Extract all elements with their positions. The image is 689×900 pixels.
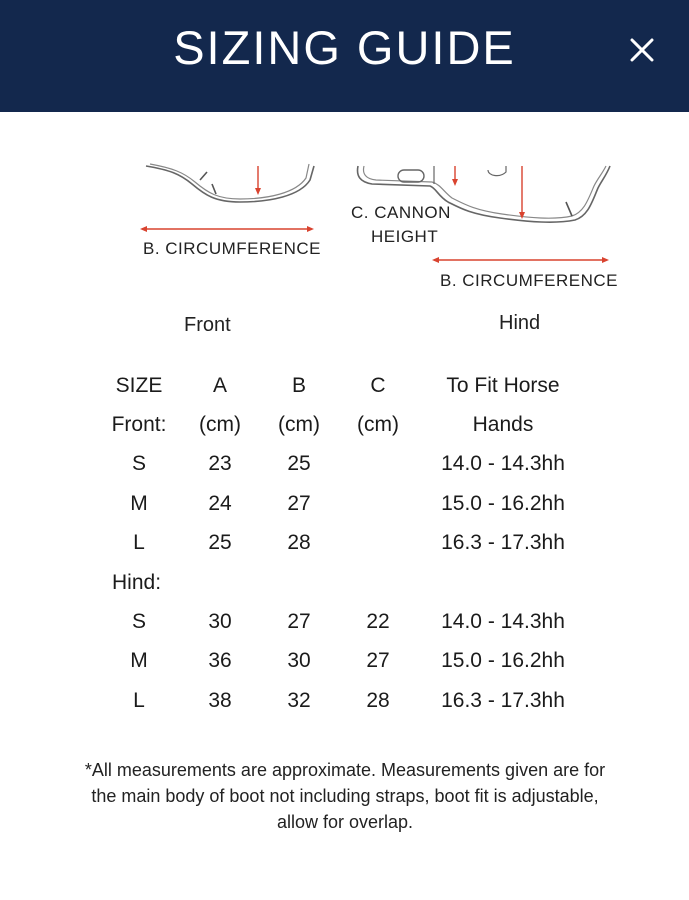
table-row — [98, 602, 588, 641]
front-column-label: Front — [184, 314, 231, 336]
fit-cell: 14.0 - 14.3hh — [441, 610, 565, 634]
table-row — [98, 642, 588, 681]
header-a-unit: (cm) — [199, 413, 241, 437]
a-cell: 38 — [208, 688, 232, 712]
footnote-line: allow for overlap. — [276, 812, 414, 832]
close-icon[interactable] — [620, 28, 664, 72]
footnote-line: *All measurements are approximate. Measurements given are for — [84, 760, 606, 780]
header-b-unit: (cm) — [278, 413, 320, 437]
table-section-row — [98, 563, 588, 602]
c-cell: 28 — [366, 688, 390, 712]
c-cell — [338, 445, 418, 484]
b-cell: 25 — [287, 452, 311, 476]
size-cell: S — [131, 610, 146, 634]
c-cell: 27 — [366, 649, 390, 673]
table-row — [98, 484, 588, 523]
cannon-height-label-line1: C. CANNON — [351, 203, 451, 222]
size-cell: L — [133, 688, 145, 712]
hind-column-label: Hind — [499, 312, 541, 334]
footnote-line: the main body of boot not including straps, boot fit is adjustable, — [91, 786, 599, 806]
b-cell: 32 — [287, 688, 311, 712]
fit-cell: 15.0 - 16.2hh — [441, 491, 565, 515]
close-button[interactable] — [620, 28, 664, 72]
a-cell: 24 — [208, 491, 232, 515]
table-header-row — [98, 366, 588, 405]
size-cell: L — [133, 531, 145, 555]
boot-diagram — [0, 150, 689, 300]
footnote — [50, 757, 640, 835]
header-c-unit: (cm) — [357, 413, 399, 437]
b-cell: 30 — [287, 649, 311, 673]
table-row — [98, 445, 588, 484]
size-cell: S — [131, 452, 146, 476]
cannon-height-label-line2: HEIGHT — [371, 227, 439, 246]
a-cell: 25 — [208, 531, 232, 555]
hind-circumference-label: B. CIRCUMFERENCE — [440, 271, 619, 290]
size-cell: M — [130, 491, 148, 515]
table-row — [98, 524, 588, 563]
c-cell: 22 — [366, 610, 390, 634]
fit-cell: 14.0 - 14.3hh — [441, 452, 565, 476]
a-cell: 36 — [208, 649, 232, 673]
b-cell: 27 — [287, 491, 311, 515]
front-section-label: Front: — [111, 413, 167, 437]
a-cell: 30 — [208, 610, 232, 634]
header-bar — [0, 0, 689, 112]
size-cell: M — [130, 649, 148, 673]
header-b: B — [291, 373, 306, 397]
size-table — [98, 366, 588, 721]
a-cell: 23 — [208, 452, 232, 476]
header-c: C — [370, 373, 386, 397]
table-row — [98, 681, 588, 720]
b-cell: 27 — [287, 610, 311, 634]
c-cell — [338, 524, 418, 563]
front-circumference-label: B. CIRCUMFERENCE — [143, 239, 322, 258]
fit-cell: 16.3 - 17.3hh — [441, 531, 565, 555]
fit-cell: 15.0 - 16.2hh — [441, 649, 565, 673]
b-cell: 28 — [287, 531, 311, 555]
hind-section-label: Hind: — [112, 570, 162, 594]
c-cell — [338, 484, 418, 523]
fit-cell: 16.3 - 17.3hh — [441, 688, 565, 712]
header-size: SIZE — [115, 373, 163, 397]
page-title: SIZING GUIDE — [173, 21, 516, 74]
table-header-row — [98, 405, 588, 444]
header-fit-unit: Hands — [472, 413, 534, 437]
header-fit: To Fit Horse — [446, 373, 560, 397]
header-a: A — [212, 373, 227, 397]
